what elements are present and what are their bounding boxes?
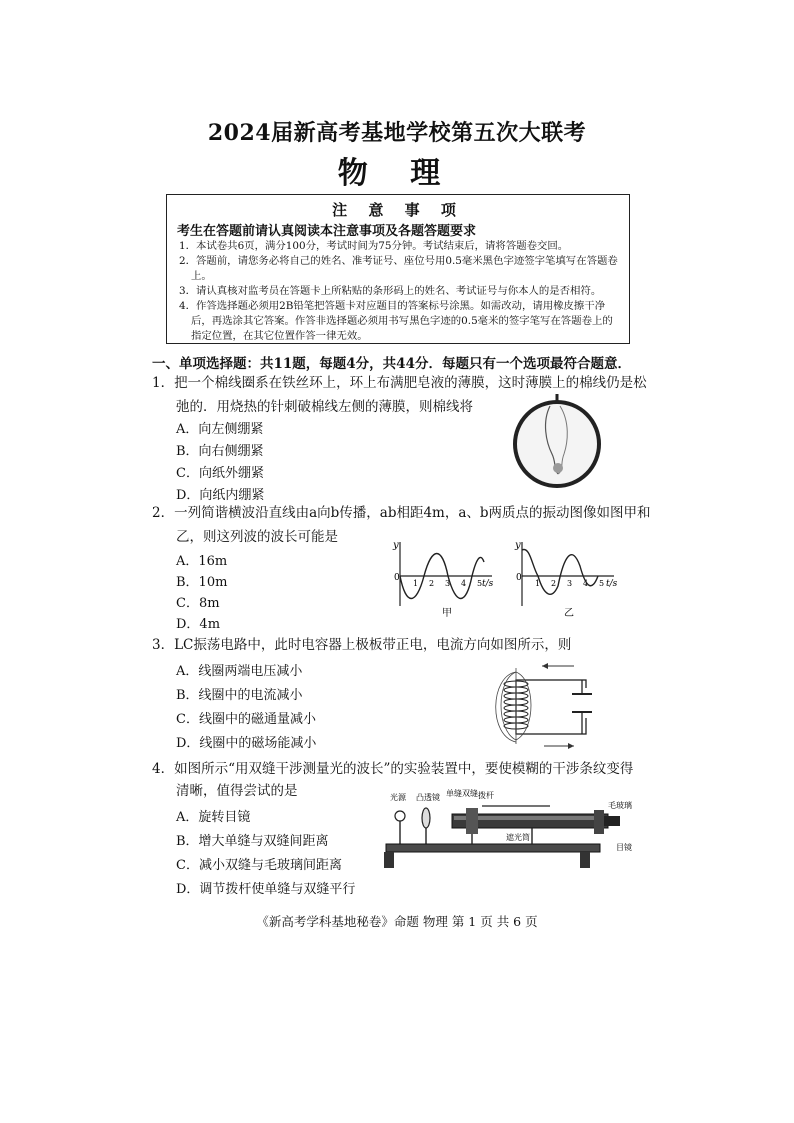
notice-box — [166, 194, 630, 344]
exam-title: 2024届新高考基地学校第五次大联考 — [207, 120, 587, 146]
y-label: y — [393, 540, 399, 551]
optical-bench — [384, 828, 600, 868]
question-1-option-d: D．向纸内绷紧 — [176, 488, 265, 503]
question-2-option-c: C．8m — [176, 596, 220, 611]
tick-label: 5 — [477, 579, 483, 588]
t-label: t/s — [606, 579, 618, 589]
tick-label: 2 — [551, 579, 557, 588]
question-4-option-d: D．调节拨杆使单缝与双缝平行 — [176, 882, 356, 897]
tick-label: 3 — [445, 579, 451, 588]
origin-label: 0 — [394, 573, 400, 583]
light-shield-tube — [452, 806, 620, 834]
graph-label-yi: 乙 — [564, 608, 574, 619]
tick-label: 1 — [535, 579, 541, 588]
tick-label: 4 — [583, 579, 589, 588]
label-convex-lens: 凸透镜 — [416, 793, 440, 802]
question-4-option-c: C．减小双缝与毛玻璃间距离 — [176, 858, 342, 873]
arrow-head — [568, 743, 574, 749]
notice-item: 4．作答选择题必须用2B铅笔把答题卡对应题目的答案标号涂黑。如需改动，请用橡皮擦干净后，再选涂其它答案。作答非选择题必须用书写黑色字迹的0.5毫米的签字笔写在答题卷上的指定位置，在其它位置作答一律无效。 — [179, 300, 613, 342]
question-1-stem-line2: 弛的．用烧热的针刺破棉线左侧的薄膜，则棉线将 — [176, 399, 473, 415]
arrow-head — [542, 663, 548, 669]
tick-label: 1 — [413, 579, 419, 588]
label-ground-glass: 毛玻璃 — [608, 801, 632, 810]
notice-requirement: 考生在答题前请认真阅读本注意事项及各题答题要求 — [177, 224, 477, 239]
question-4-stem-line1: 4．如图所示“用双缝干涉测量光的波长”的实验装置中，要使模糊的干涉条纹变得 — [152, 761, 634, 777]
section-heading: 一、单项选择题：共11题，每题4分，共44分．每题只有一个选项最符合题意． — [152, 356, 631, 372]
question-4-stem-line2: 清晰，值得尝试的是 — [176, 783, 298, 799]
question-1-option-c: C．向纸外绷紧 — [176, 466, 264, 481]
vibration-graph-yi — [508, 536, 632, 622]
question-4-option-a: A．旋转目镜 — [176, 810, 251, 825]
wire-ring-figure — [512, 392, 608, 492]
tick-label: 3 — [567, 579, 573, 588]
question-2-stem-line2: 乙，则这列波的波长可能是 — [176, 529, 338, 545]
question-2-option-d: D．4m — [176, 617, 221, 632]
question-2-stem-line1: 2．一列简谐横波沿直线由a向b传播，ab相距4m，a、b两质点的振动图像如图甲和 — [152, 505, 651, 521]
label-eyepiece: 目镜 — [616, 843, 632, 852]
thread-knot — [553, 463, 563, 473]
label-lever: 拨杆 — [478, 791, 494, 800]
graph-label-jia: 甲 — [442, 608, 452, 619]
vibration-graph-jia — [386, 536, 510, 622]
question-2-option-a: A．16m — [176, 554, 228, 569]
question-3-stem: 3．LC振荡电路中，此时电容器上极板带正电，电流方向如图所示，则 — [152, 637, 572, 653]
question-1-stem-line1: 1．把一个棉线圈系在铁丝环上，环上布满肥皂液的薄膜，这时薄膜上的棉线仍是松 — [152, 375, 647, 391]
lc-circuit-figure — [488, 660, 612, 752]
question-3-option-d: D．线圈中的磁场能减小 — [176, 736, 317, 751]
page-footer: 《新高考学科基地秘卷》命题 物理 第 1 页 共 6 页 — [256, 914, 538, 929]
question-3-option-b: B．线圈中的电流减小 — [176, 688, 303, 703]
notice-item: 2．答题前，请您务必将自己的姓名、准考证号、座位号用0.5毫米黑色字迹签字笔填写在答题卷上。 — [179, 255, 618, 282]
double-slit-apparatus — [382, 786, 634, 872]
label-light-source: 光源 — [390, 793, 406, 802]
question-1-option-a: A．向左侧绷紧 — [176, 422, 264, 437]
label-double-slit: 双缝 — [462, 789, 478, 798]
question-3-option-a: A．线圈两端电压减小 — [176, 664, 303, 679]
convex-lens — [422, 808, 430, 844]
notice-item: 1．本试卷共6页，满分100分，考试时间为75分钟。考试结束后，请将答题卷交回。 — [179, 240, 569, 252]
tick-label: 5 — [599, 579, 605, 588]
notice-title: 注 意 事 项 — [332, 201, 464, 219]
origin-label: 0 — [516, 573, 522, 583]
light-source — [395, 811, 405, 844]
label-single-slit: 单缝 — [446, 789, 462, 798]
notice-item: 3．请认真核对监考员在答题卡上所粘贴的条形码上的姓名、考试证号与你本人的是否相符。 — [179, 285, 602, 297]
y-label: y — [515, 540, 521, 551]
t-label: t/s — [482, 579, 494, 589]
question-4-option-b: B．增大单缝与双缝间距离 — [176, 834, 329, 849]
subject-title: 物 理 — [337, 156, 457, 191]
label-light-shield-tube: 遮光筒 — [506, 833, 530, 842]
question-2-option-b: B．10m — [176, 575, 228, 590]
question-1-option-b: B．向右侧绷紧 — [176, 444, 264, 459]
tick-label: 4 — [461, 579, 467, 588]
tick-label: 2 — [429, 579, 435, 588]
question-3-option-c: C．线圈中的磁通量减小 — [176, 712, 316, 727]
